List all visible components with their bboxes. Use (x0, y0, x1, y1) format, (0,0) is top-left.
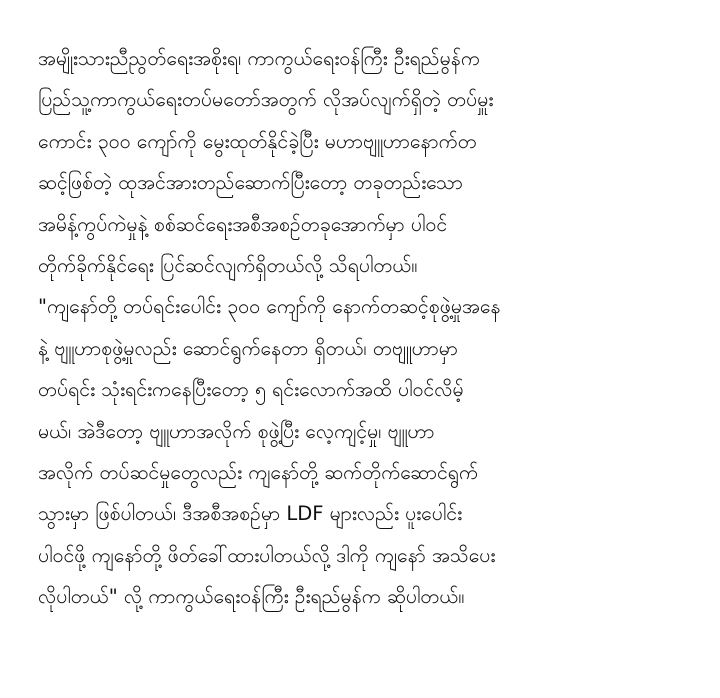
article-line: မယ်၊ အဲဒီတော့ ဗျူဟာအလိုက် စုဖွဲ့ပြီး လေ့ကျင့်မှု၊ ဗျူဟာ (38, 419, 435, 443)
article-body (38, 38, 698, 617)
article-line: ပြည်သူ့ကာကွယ်ရေးတပ်မတော်အတွက် လိုအပ်လျက်ရှိတဲ့ တပ်မှူး (38, 88, 494, 112)
article-line: လိုပါတယ်" လို့ ကာကွယ်ရေးဝန်ကြီး ဦးရည်မွန်က ဆိုပါတယ်။ (38, 585, 465, 609)
article-line: ဆင့်ဖြစ်တဲ့ ထုအင်အားတည်ဆောက်ပြီးတော့ တခုတည်းသော (38, 171, 463, 195)
article-line: တပ်ရင်း သုံးရင်းကနေပြီးတော့ ၅ ရင်းလောက်အထိ ပါဝင်လိမ့် (38, 378, 464, 402)
article-line: ပါဝင်ဖို့ ကျနော်တို့ ဖိတ်ခေါ်ထားပါတယ်လို့ ဒါကို ကျနော် အသိပေး (38, 543, 496, 567)
article-line: အလိုက် တပ်ဆင်မှုတွေလည်း ကျနော်တို့ ဆက်တိုက်ဆောင်ရွက် (38, 460, 479, 484)
article-line: "ကျနော်တို့ တပ်ရင်းပေါင်း ၃၀၀ ကျော်ကို နောက်တဆင့်စုဖွဲ့မှုအနေ (38, 295, 501, 319)
article-line: အမျိုးသားညီညွတ်ရေးအစိုးရ၊ ကာကွယ်ရေးဝန်ကြီး ဦးရည်မွန်က (38, 47, 480, 70)
article-line: အမိန့်ကွပ်ကဲမှုနဲ့ စစ်ဆင်ရေးအစီအစဉ်တခုအောက်မှာ ပါဝင် (38, 212, 448, 236)
article-line: နဲ့ ဗျူဟာစုဖွဲ့မှုလည်း ဆောင်ရွက်နေတာ ရှိတယ်၊ တဗျူဟာမှာ (38, 336, 458, 360)
article-line: တိုက်ခိုက်နိုင်ရေး ပြင်ဆင်လျက်ရှိတယ်လို့ သိရပါတယ်။ (38, 253, 418, 277)
article-line: သွားမှာ ဖြစ်ပါတယ်၊ ဒီအစီအစဉ်မှာ LDF များလည်း ပူးပေါင်း (38, 502, 463, 526)
article-line: ကောင်း ၃၀၀ ကျော်ကို မွေးထုတ်နိုင်ခဲ့ပြီး မဟာဗျူဟာနောက်တ (38, 129, 477, 153)
